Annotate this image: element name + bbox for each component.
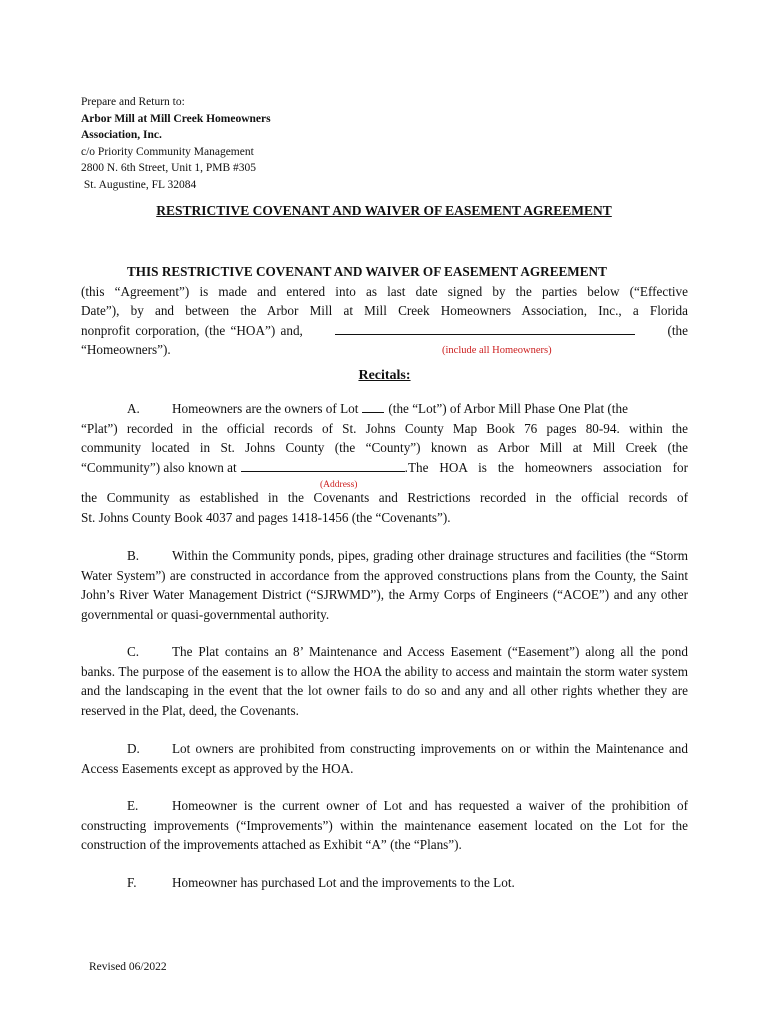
recital-b (81, 546, 688, 624)
return-care-of: c/o Priority Community Management (81, 145, 254, 158)
recital-a-line-1 (81, 399, 688, 419)
recital-a-letter: A. (127, 401, 140, 416)
return-org-line-1: Arbor Mill at Mill Creek Homeowners (81, 112, 271, 125)
return-label: Prepare and Return to: (81, 96, 185, 108)
recital-a-line-4a: “Community”) also known at (81, 459, 237, 475)
return-address-block (81, 94, 271, 193)
intro-line-4 (81, 321, 688, 341)
intro-paragraph (81, 262, 688, 360)
intro-line-5 (81, 340, 688, 360)
intro-line-5-text: “Homeowners”). (81, 342, 171, 358)
recital-b-letter: B. (127, 548, 140, 563)
return-city: St. Augustine, FL 32084 (81, 178, 197, 191)
recital-a-line-3: community located in St. Johns County (the “County”) known as Arbor Mill at Mill Creek (the (81, 440, 688, 456)
return-street: 2800 N. 6th Street, Unit 1, PMB #305 (81, 162, 257, 174)
address-note: (Address) (320, 480, 358, 490)
include-homeowners-note: (include all Homeowners) (442, 345, 552, 357)
recital-c-letter: C. (127, 644, 140, 659)
recital-f (81, 873, 688, 893)
recital-a (81, 399, 688, 490)
recital-f-text: Homeowner has purchased Lot and the improvements to the Lot. (172, 875, 515, 890)
intro-line-4b: (the (667, 322, 688, 338)
recital-a-line-4 (81, 458, 688, 478)
address-blank[interactable] (241, 458, 405, 472)
recital-f-letter: F. (127, 875, 137, 890)
recital-e (81, 796, 688, 855)
lot-number-blank[interactable] (362, 399, 384, 413)
recital-a-continued (81, 488, 688, 527)
intro-line-2: (this “Agreement”) is made and entered into as last date signed by the parties below (“Effective (81, 283, 688, 299)
intro-line-3: Date”), by and between the Arbor Mill at Mill Creek Homeowners Association, Inc., a Florida (81, 303, 688, 319)
recital-a-line-6: St. Johns County Book 4037 and pages 1418-1456 (the “Covenants”). (81, 509, 451, 525)
recital-e-letter: E. (127, 798, 139, 813)
recital-d (81, 739, 688, 778)
recital-d-text: Lot owners are prohibited from constructing improvements on or within the Maintenance and Access Easements except as approved by the HOA. (81, 741, 688, 776)
recitals-heading: Recitals: (358, 368, 411, 383)
recital-c (81, 642, 688, 720)
revision-footer: Revised 06/2022 (89, 961, 167, 973)
homeowners-name-blank[interactable] (335, 321, 635, 335)
return-org-line-2: Association, Inc. (81, 129, 162, 141)
intro-line-4a: nonprofit corporation, (the “HOA”) and, (81, 322, 303, 338)
recital-a-line-2: “Plat”) recorded in the official records of St. Johns County Map Book 76 pages 80-94. within the (81, 420, 688, 436)
document-title: RESTRICTIVE COVENANT AND WAIVER OF EASEMENT AGREEMENT (156, 203, 612, 218)
recital-a-line-4b: .The HOA is the homeowners association for (404, 459, 688, 475)
recital-b-text: Within the Community ponds, pipes, grading other drainage structures and facilities (the “Storm Water System”) are constructed in accordance from the approved constructions plans from the County, the Saint John’s River Water Management District (“SJRWMD”), the Army Corps of Engineers (“ACOE”) and any other governmental or quasi-governmental authority. (81, 548, 688, 622)
recital-a-line-1b: (the “Lot”) of Arbor Mill Phase One Plat (the (388, 401, 628, 416)
recital-a-line-1a: Homeowners are the owners of Lot (172, 401, 359, 416)
recital-e-text: Homeowner is the current owner of Lot and has requested a waiver of the prohibition of constructing improvements (“Improvements”) within the maintenance easement located on the Lot for the construction of the improvements attached as Exhibit “A” (the “Plans”). (81, 798, 688, 853)
intro-bold-lead: THIS RESTRICTIVE COVENANT AND WAIVER OF EASEMENT AGREEMENT (127, 264, 607, 279)
recital-d-letter: D. (127, 741, 140, 756)
recital-c-text: The Plat contains an 8’ Maintenance and Access Easement (“Easement”) along all the pond banks. The purpose of the easement is to allow the HOA the ability to access and maintain the storm water system and the landscaping in the event that the lot owner fails to do so and any and all other rights whether they are reserved in the Plat, deed, the Covenants. (81, 644, 688, 718)
recital-a-line-5: the Community as established in the Covenants and Restrictions recorded in the official records of (81, 490, 688, 505)
